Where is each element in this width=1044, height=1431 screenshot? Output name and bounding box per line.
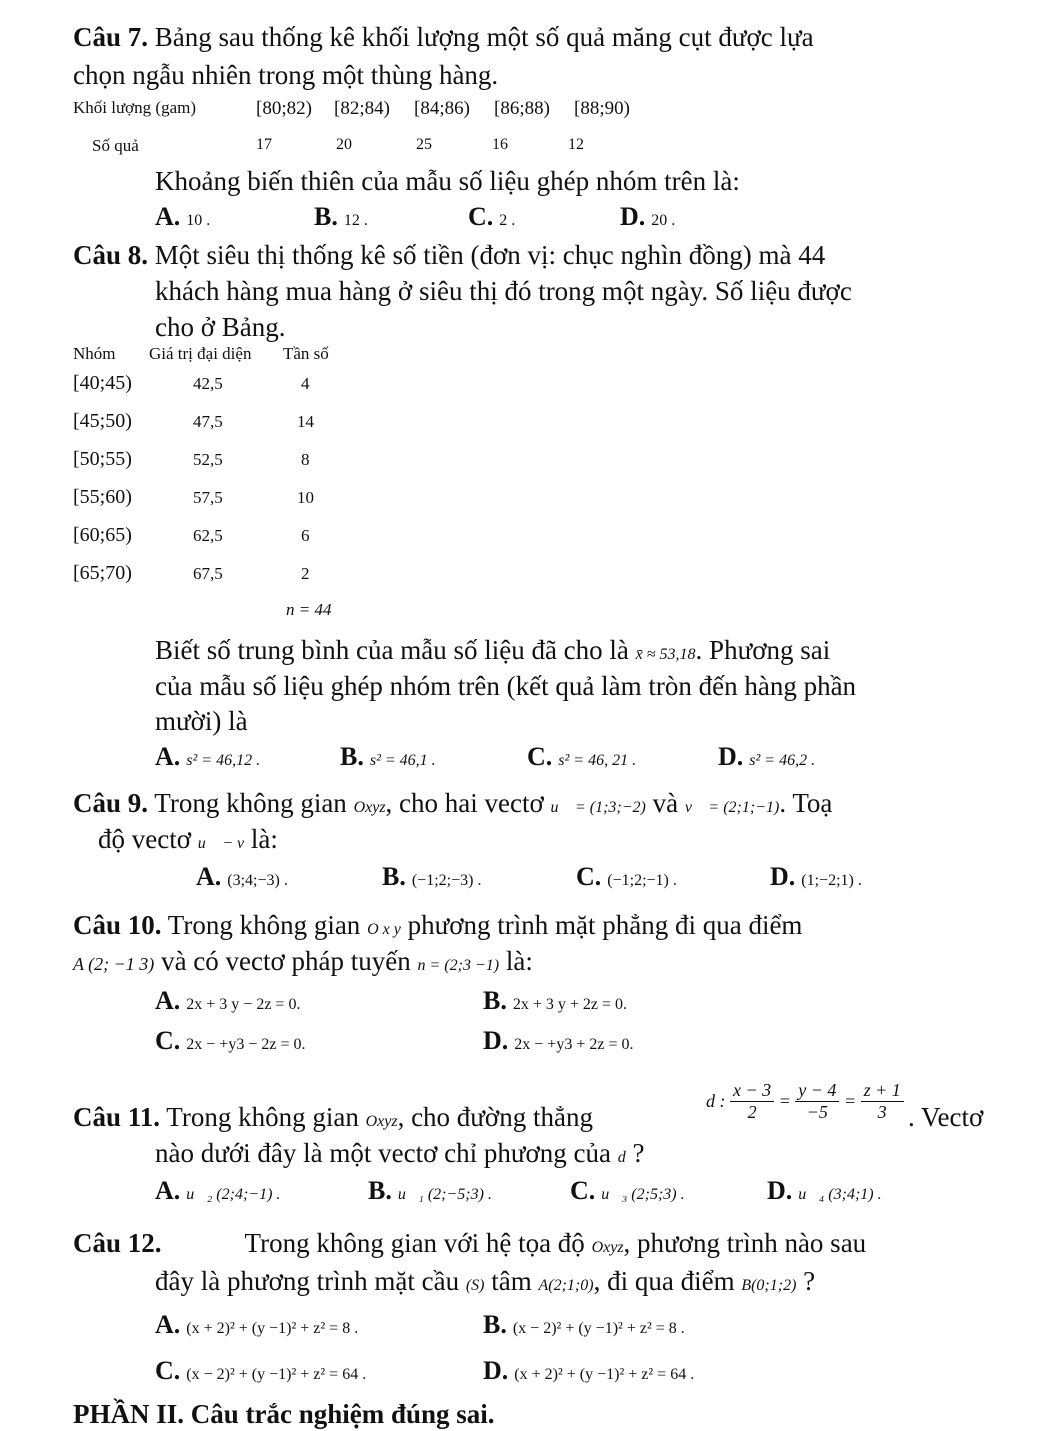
q7-prompt: Khoảng biến thiên của mẫu số liệu ghép nhóm trên là:: [155, 166, 740, 196]
q9-vector-v: v⃗ = (2;1;−1): [684, 799, 780, 816]
q12-text-a: Trong không gian với hệ tọa độ: [244, 1228, 585, 1258]
q7-count-5: 12: [568, 136, 584, 153]
q9-line2b: là:: [250, 824, 278, 854]
q7-option-b: B. 12 .: [314, 202, 368, 231]
q12-center: A(2;1;0): [538, 1277, 594, 1294]
q8-text-line6: mười) là: [155, 706, 248, 736]
q7-row1-label: Khối lượng (gam): [73, 98, 197, 117]
q8-row5-group: [60;65): [73, 524, 132, 546]
section-footer: PHẦN II. Câu trắc nghiệm đúng sai.: [73, 1399, 495, 1429]
q11-line-name: d :: [706, 1091, 726, 1111]
q11-frac-x: $\frac{x - 3}{2}$: [730, 1080, 774, 1123]
q11-space: Oxyz: [365, 1113, 398, 1130]
q11-d: d: [617, 1149, 626, 1166]
q12-line2d: ?: [803, 1266, 816, 1296]
q12-line2a: đây là phương trình mặt cầu: [155, 1266, 460, 1296]
q10-text-d: là:: [505, 946, 533, 976]
q7-count-3: 25: [416, 136, 432, 153]
q12-option-c: C. (x − 2)² + (y −1)² + z² = 64 .: [155, 1356, 367, 1385]
q10-option-c: C. 2x − +y3 − 2z = 0.: [155, 1026, 306, 1055]
q8-mean: x̄ ≈ 53,18: [635, 646, 696, 663]
q8-text-line1: Một siêu thị thống kê số tiền (đơn vị: chục nghìn đồng) mà 44: [154, 240, 826, 270]
q12-option-d: D. (x + 2)² + (y −1)² + z² = 64 .: [483, 1356, 695, 1385]
q9-line2: [98, 822, 278, 861]
q10-title: Câu 10.: [73, 910, 162, 940]
q8-row1-mid: 42,5: [193, 374, 223, 393]
q11-text-c: . Vectơ: [908, 1102, 984, 1132]
q7-group-4: [86;88): [494, 98, 550, 119]
q11-line2-text: nào dưới đây là một vectơ chỉ phương của: [155, 1138, 611, 1168]
q8-row3-freq: 8: [301, 450, 310, 469]
q10-line2: [73, 944, 533, 983]
q8-header-mid: Giá trị đại diện: [149, 344, 252, 363]
q11-line2: [155, 1136, 644, 1175]
q11-text-a: Trong không gian: [166, 1102, 359, 1132]
q8-row5-mid: 62,5: [193, 526, 223, 545]
q9-line2a: độ vectơ: [98, 824, 191, 854]
q7-count-4: 16: [492, 136, 508, 153]
q11-title: Câu 11.: [73, 1102, 161, 1132]
q8-text-line3: cho ở Bảng.: [155, 312, 286, 342]
q12-line1: [73, 1226, 866, 1265]
q11-line1-text: [73, 1100, 593, 1139]
q8-row6-freq: 2: [301, 564, 310, 583]
q12-space: Oxyz: [591, 1239, 624, 1256]
q9-space: Oxyz: [353, 799, 386, 816]
q7-row2-label: Số quả: [92, 136, 139, 155]
q8-text-line2: khách hàng mua hàng ở siêu thị đó trong một ngày. Số liệu được: [155, 276, 852, 306]
q8-row2-freq: 14: [297, 412, 314, 431]
q8-option-b: B. s² = 46,1 .: [340, 742, 436, 771]
q9-text-a: Trong không gian: [154, 788, 347, 818]
q8-line4: [155, 633, 830, 672]
q9-text-b: , cho hai vectơ: [385, 788, 544, 818]
q8-text-line5: của mẫu số liệu ghép nhóm trên (kết quả làm tròn đến hàng phần: [155, 671, 857, 701]
q8-title: Câu 8.: [73, 240, 149, 270]
q8-text-line4a: Biết số trung bình của mẫu số liệu đã cho là: [155, 635, 629, 665]
q7-text-line1: Bảng sau thống kê khối lượng một số quả măng cụt được lựa: [154, 22, 814, 52]
q11-option-d: D. u⃗₄ (3;4;1) .: [767, 1176, 882, 1205]
q11-option-c: C. u⃗₃ (2;5;3) .: [570, 1176, 685, 1205]
q10-point: A (2; −1 3): [73, 954, 155, 974]
q11-option-a: A. u⃗₂ (2;4;−1) .: [155, 1176, 281, 1205]
q12-line2: [155, 1264, 815, 1303]
q9-vector-diff: u⃗ − v: [197, 835, 245, 852]
q8-row2-mid: 47,5: [193, 412, 223, 431]
q8-option-d: D. s² = 46,2 .: [718, 742, 816, 771]
q12-line2c: , đi qua điểm: [593, 1266, 735, 1296]
q11-frac-y: $\frac{y - 4}{-5}$: [795, 1080, 839, 1123]
q8-option-a: A. s² = 46,12 .: [155, 742, 261, 771]
q9-and: và: [652, 788, 679, 818]
q9-option-a: A. (3;4;−3) .: [196, 862, 288, 891]
q10-normal-vector: n = (2;3 −1): [417, 957, 500, 974]
q10-text-b: phương trình mặt phẳng đi qua điểm: [407, 910, 803, 940]
q7-title: Câu 7.: [73, 22, 149, 52]
q8-header-group: Nhóm: [73, 344, 116, 363]
q10-text-c: và có vectơ pháp tuyến: [161, 946, 411, 976]
q8-row5-freq: 6: [301, 526, 310, 545]
q7-option-d: D. 20 .: [620, 202, 676, 231]
q9-option-b: B. (−1;2;−3) .: [382, 862, 482, 891]
q8-row6-mid: 67,5: [193, 564, 223, 583]
q7-text-line2: chọn ngẫu nhiên trong một thùng hàng.: [73, 60, 499, 90]
q8-row4-group: [55;60): [73, 486, 132, 508]
q7-count-1: 17: [256, 136, 272, 153]
q7-group-5: [88;90): [574, 98, 630, 119]
q7-count-2: 20: [336, 136, 352, 153]
q12-option-a: A. (x + 2)² + (y −1)² + z² = 8 .: [155, 1310, 359, 1339]
q12-title: Câu 12.: [73, 1228, 162, 1258]
q7-option-c: C. 2 .: [468, 202, 516, 231]
q8-total: n = 44: [286, 600, 332, 619]
q8-row6-group: [65;70): [73, 562, 132, 584]
q7-group-1: [80;82): [256, 98, 312, 119]
q10-option-d: D. 2x − +y3 + 2z = 0.: [483, 1026, 634, 1055]
q8-row1-group: [40;45): [73, 372, 132, 394]
q12-line2b: tâm: [491, 1266, 532, 1296]
q7-group-2: [82;84): [334, 98, 390, 119]
q11-text-b: , cho đường thẳng: [397, 1102, 593, 1132]
q10-line1: [73, 908, 802, 947]
q8-row3-group: [50;55): [73, 448, 132, 470]
q10-text-a: Trong không gian: [167, 910, 361, 940]
q8-header-freq: Tần số: [283, 344, 329, 363]
q9-option-c: C. (−1;2;−1) .: [576, 862, 677, 891]
q11-qmark: ?: [632, 1138, 645, 1168]
q8-row1-freq: 4: [301, 374, 310, 393]
q8-text-line4b: . Phương sai: [695, 635, 831, 665]
q8-row3-mid: 52,5: [193, 450, 223, 469]
q8-line1: [73, 238, 825, 272]
q10-space: O x y: [367, 921, 401, 938]
q9-title: Câu 9.: [73, 788, 149, 818]
q9-option-d: D. (1;−2;1) .: [770, 862, 862, 891]
q12-option-b: B. (x − 2)² + (y −1)² + z² = 8 .: [483, 1310, 685, 1339]
q12-text-b: , phương trình nào sau: [623, 1228, 867, 1258]
q9-line1: [73, 786, 832, 825]
q7-group-3: [84;86): [414, 98, 470, 119]
q10-option-b: B. 2x + 3 y + 2z = 0.: [483, 986, 628, 1015]
q11-option-b: B. u⃗₁ (2;−5;3) .: [368, 1176, 492, 1205]
q8-row2-group: [45;50): [73, 410, 132, 432]
q7-option-a: A. 10 .: [155, 202, 211, 231]
q9-text-c: . Toạ: [779, 788, 833, 818]
q10-option-a: A. 2x + 3 y − 2z = 0.: [155, 986, 301, 1015]
q11-frac-z: $\frac{z + 1}{3}$: [861, 1080, 904, 1123]
q11-line-equation: d : $\frac{x - 3}{2}$ = $\frac{y - 4}{-5}$ = $\frac{z + 1}{3}$: [706, 1080, 904, 1123]
q7-line1: [73, 20, 814, 54]
q9-vector-u: u⃗ = (1;3;−2): [550, 799, 646, 816]
q8-option-c: C. s² = 46, 21 .: [527, 742, 637, 771]
q8-row4-mid: 57,5: [193, 488, 223, 507]
q12-sphere-s: (S): [465, 1277, 485, 1294]
q12-point-b: B(0;1;2): [741, 1277, 797, 1294]
q8-row4-freq: 10: [297, 488, 314, 507]
